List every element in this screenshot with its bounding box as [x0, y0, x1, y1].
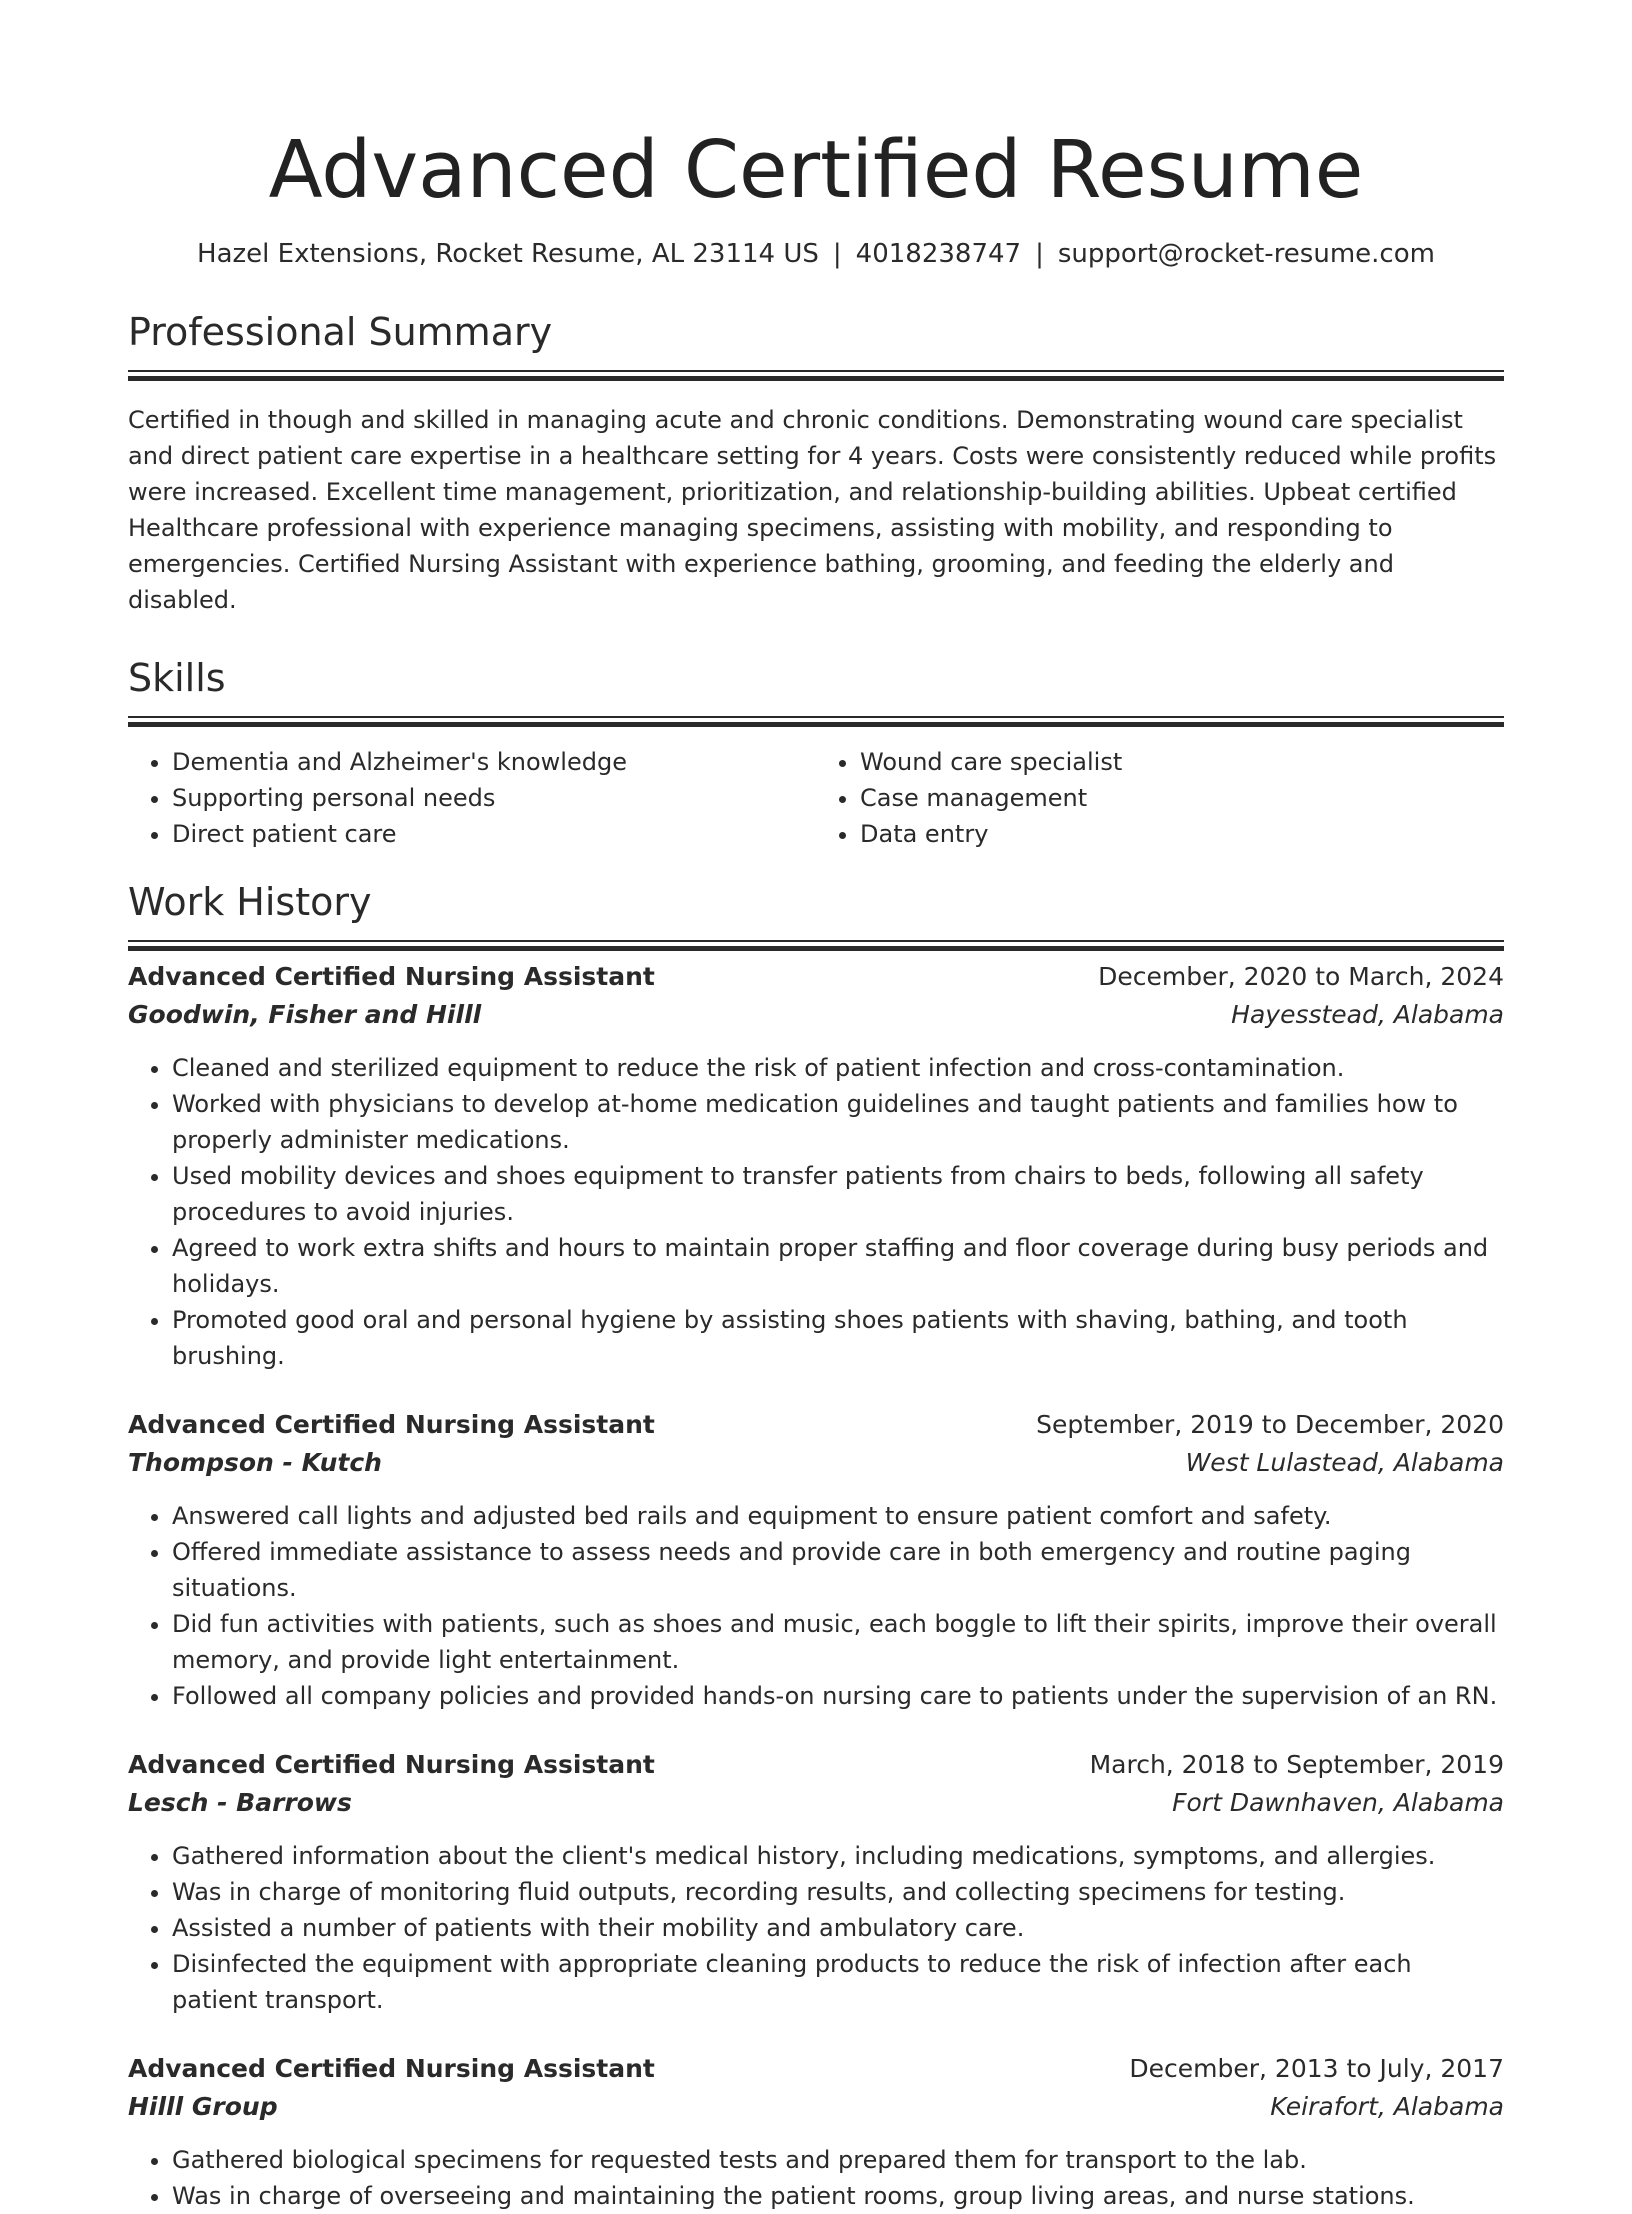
job-header: [128, 958, 1504, 996]
job-entry: [128, 2050, 1504, 2214]
skill-item: • Wound care specialist: [860, 744, 1504, 780]
job-bullet: • Gathered information about the client's medical history, including medications, symptoms, and allergies.: [172, 1838, 1504, 1874]
job-employer: Lesch - Barrows: [128, 1788, 352, 1817]
contact-email: support@rocket-resume.com: [1057, 239, 1435, 269]
job-location: Keirafort, Alabama: [1270, 2092, 1504, 2121]
work-history-section: [128, 876, 1504, 2214]
skill-item: • Dementia and Alzheimer's knowledge: [172, 744, 816, 780]
skills-grid: [128, 744, 1504, 852]
job-employer: Hilll Group: [128, 2092, 278, 2121]
job-location: Fort Dawnhaven, Alabama: [1172, 1788, 1504, 1817]
job-bullet: • Offered immediate assistance to assess needs and provide care in both emergency and routine paging situations.: [172, 1534, 1504, 1606]
summary-text: Certified in though and skilled in managing acute and chronic conditions. Demonstrating wound care specialist and direct patient care expertise in a healthcare setting for 4 years. Costs were consistently reduced while profits were increased. Excellent time management, prioritization, and relationship-building abilities. Upbeat certified Healthcare professional with experience managing specimens, assisting with mobility, and responding to emergencies. Certified Nursing Assistant with experience bathing, grooming, and feeding the elderly and disabled.: [128, 406, 1497, 614]
section-divider: [128, 940, 1504, 942]
contact-separator: |: [1035, 239, 1044, 269]
job-bullet: • Was in charge of monitoring fluid outputs, recording results, and collecting specimens for testing.: [172, 1874, 1504, 1910]
job-bullet: • Followed all company policies and provided hands-on nursing care to patients under the supervision of an RN.: [172, 1678, 1504, 1714]
contact-phone: 4018238747: [855, 239, 1022, 269]
job-bullet: • Assisted a number of patients with their mobility and ambulatory care.: [172, 1910, 1504, 1946]
skill-item: • Data entry: [860, 816, 1504, 852]
skills-list-right: [816, 744, 1504, 852]
job-bullet: • Gathered biological specimens for requested tests and prepared them for transport to the lab.: [172, 2142, 1504, 2178]
job-header: [128, 1406, 1504, 1444]
section-title-skills: Skills: [128, 656, 226, 700]
job-bullet: • Used mobility devices and shoes equipment to transfer patients from chairs to beds, following all safety procedures to avoid injuries.: [172, 1158, 1504, 1230]
job-dates: December, 2013 to July, 2017: [1129, 2054, 1504, 2083]
skill-item: • Case management: [860, 780, 1504, 816]
job-location: Hayesstead, Alabama: [1231, 1000, 1504, 1029]
contact-address: Hazel Extensions, Rocket Resume, AL 23114 US: [197, 239, 819, 269]
contact-line: [128, 236, 1504, 272]
job-bullet: • Worked with physicians to develop at-home medication guidelines and taught patients and families how to properly administer medications.: [172, 1086, 1504, 1158]
job-title: Advanced Certified Nursing Assistant: [128, 2054, 655, 2083]
job-title: Advanced Certified Nursing Assistant: [128, 1410, 655, 1439]
section-title-work-history: Work History: [128, 880, 372, 924]
job-subheader: [128, 996, 1504, 1034]
job-entry: [128, 1406, 1504, 1714]
job-header: [128, 1746, 1504, 1784]
job-bullet: • Agreed to work extra shifts and hours to maintain proper staffing and floor coverage during busy periods and holidays.: [172, 1230, 1504, 1302]
job-entry: [128, 1746, 1504, 2018]
job-bullet: • Disinfected the equipment with appropriate cleaning products to reduce the risk of infection after each patient transport.: [172, 1946, 1504, 2018]
job-subheader: [128, 2088, 1504, 2126]
job-title: Advanced Certified Nursing Assistant: [128, 1750, 655, 1779]
job-bullet: • Promoted good oral and personal hygiene by assisting shoes patients with shaving, bathing, and tooth brushing.: [172, 1302, 1504, 1374]
contact-separator: |: [832, 239, 842, 269]
job-location: West Lulastead, Alabama: [1185, 1448, 1504, 1477]
job-entry: [128, 958, 1504, 1374]
skills-section: [128, 652, 1504, 852]
job-bullet: • Was in charge of overseeing and maintaining the patient rooms, group living areas, and nurse stations.: [172, 2178, 1504, 2214]
resume-content: [128, 0, 1504, 2214]
job-bullets: [128, 2142, 1504, 2214]
skill-item: • Supporting personal needs: [172, 780, 816, 816]
job-dates: March, 2018 to September, 2019: [1089, 1750, 1504, 1779]
job-subheader: [128, 1444, 1504, 1482]
resume-name: Advanced Certified Resume: [268, 124, 1364, 216]
professional-summary-section: [128, 306, 1504, 618]
job-bullets: [128, 1838, 1504, 2018]
job-employer: Goodwin, Fisher and Hilll: [128, 1000, 482, 1029]
job-bullet: • Cleaned and sterilized equipment to reduce the risk of patient infection and cross-contamination.: [172, 1050, 1504, 1086]
job-employer: Thompson - Kutch: [128, 1448, 382, 1477]
section-divider: [128, 370, 1504, 372]
job-title: Advanced Certified Nursing Assistant: [128, 962, 655, 991]
job-dates: September, 2019 to December, 2020: [1036, 1410, 1504, 1439]
job-subheader: [128, 1784, 1504, 1822]
job-bullet: • Did fun activities with patients, such as shoes and music, each boggle to lift their spirits, improve their overall memory, and provide light entertainment.: [172, 1606, 1504, 1678]
job-bullet: • Answered call lights and adjusted bed rails and equipment to ensure patient comfort and safety.: [172, 1498, 1504, 1534]
job-dates: December, 2020 to March, 2024: [1098, 962, 1504, 991]
section-title-summary: Professional Summary: [128, 310, 553, 354]
section-divider: [128, 716, 1504, 718]
job-bullets: [128, 1498, 1504, 1714]
skill-item: • Direct patient care: [172, 816, 816, 852]
job-header: [128, 2050, 1504, 2088]
skills-list-left: [128, 744, 816, 852]
job-bullets: [128, 1050, 1504, 1374]
